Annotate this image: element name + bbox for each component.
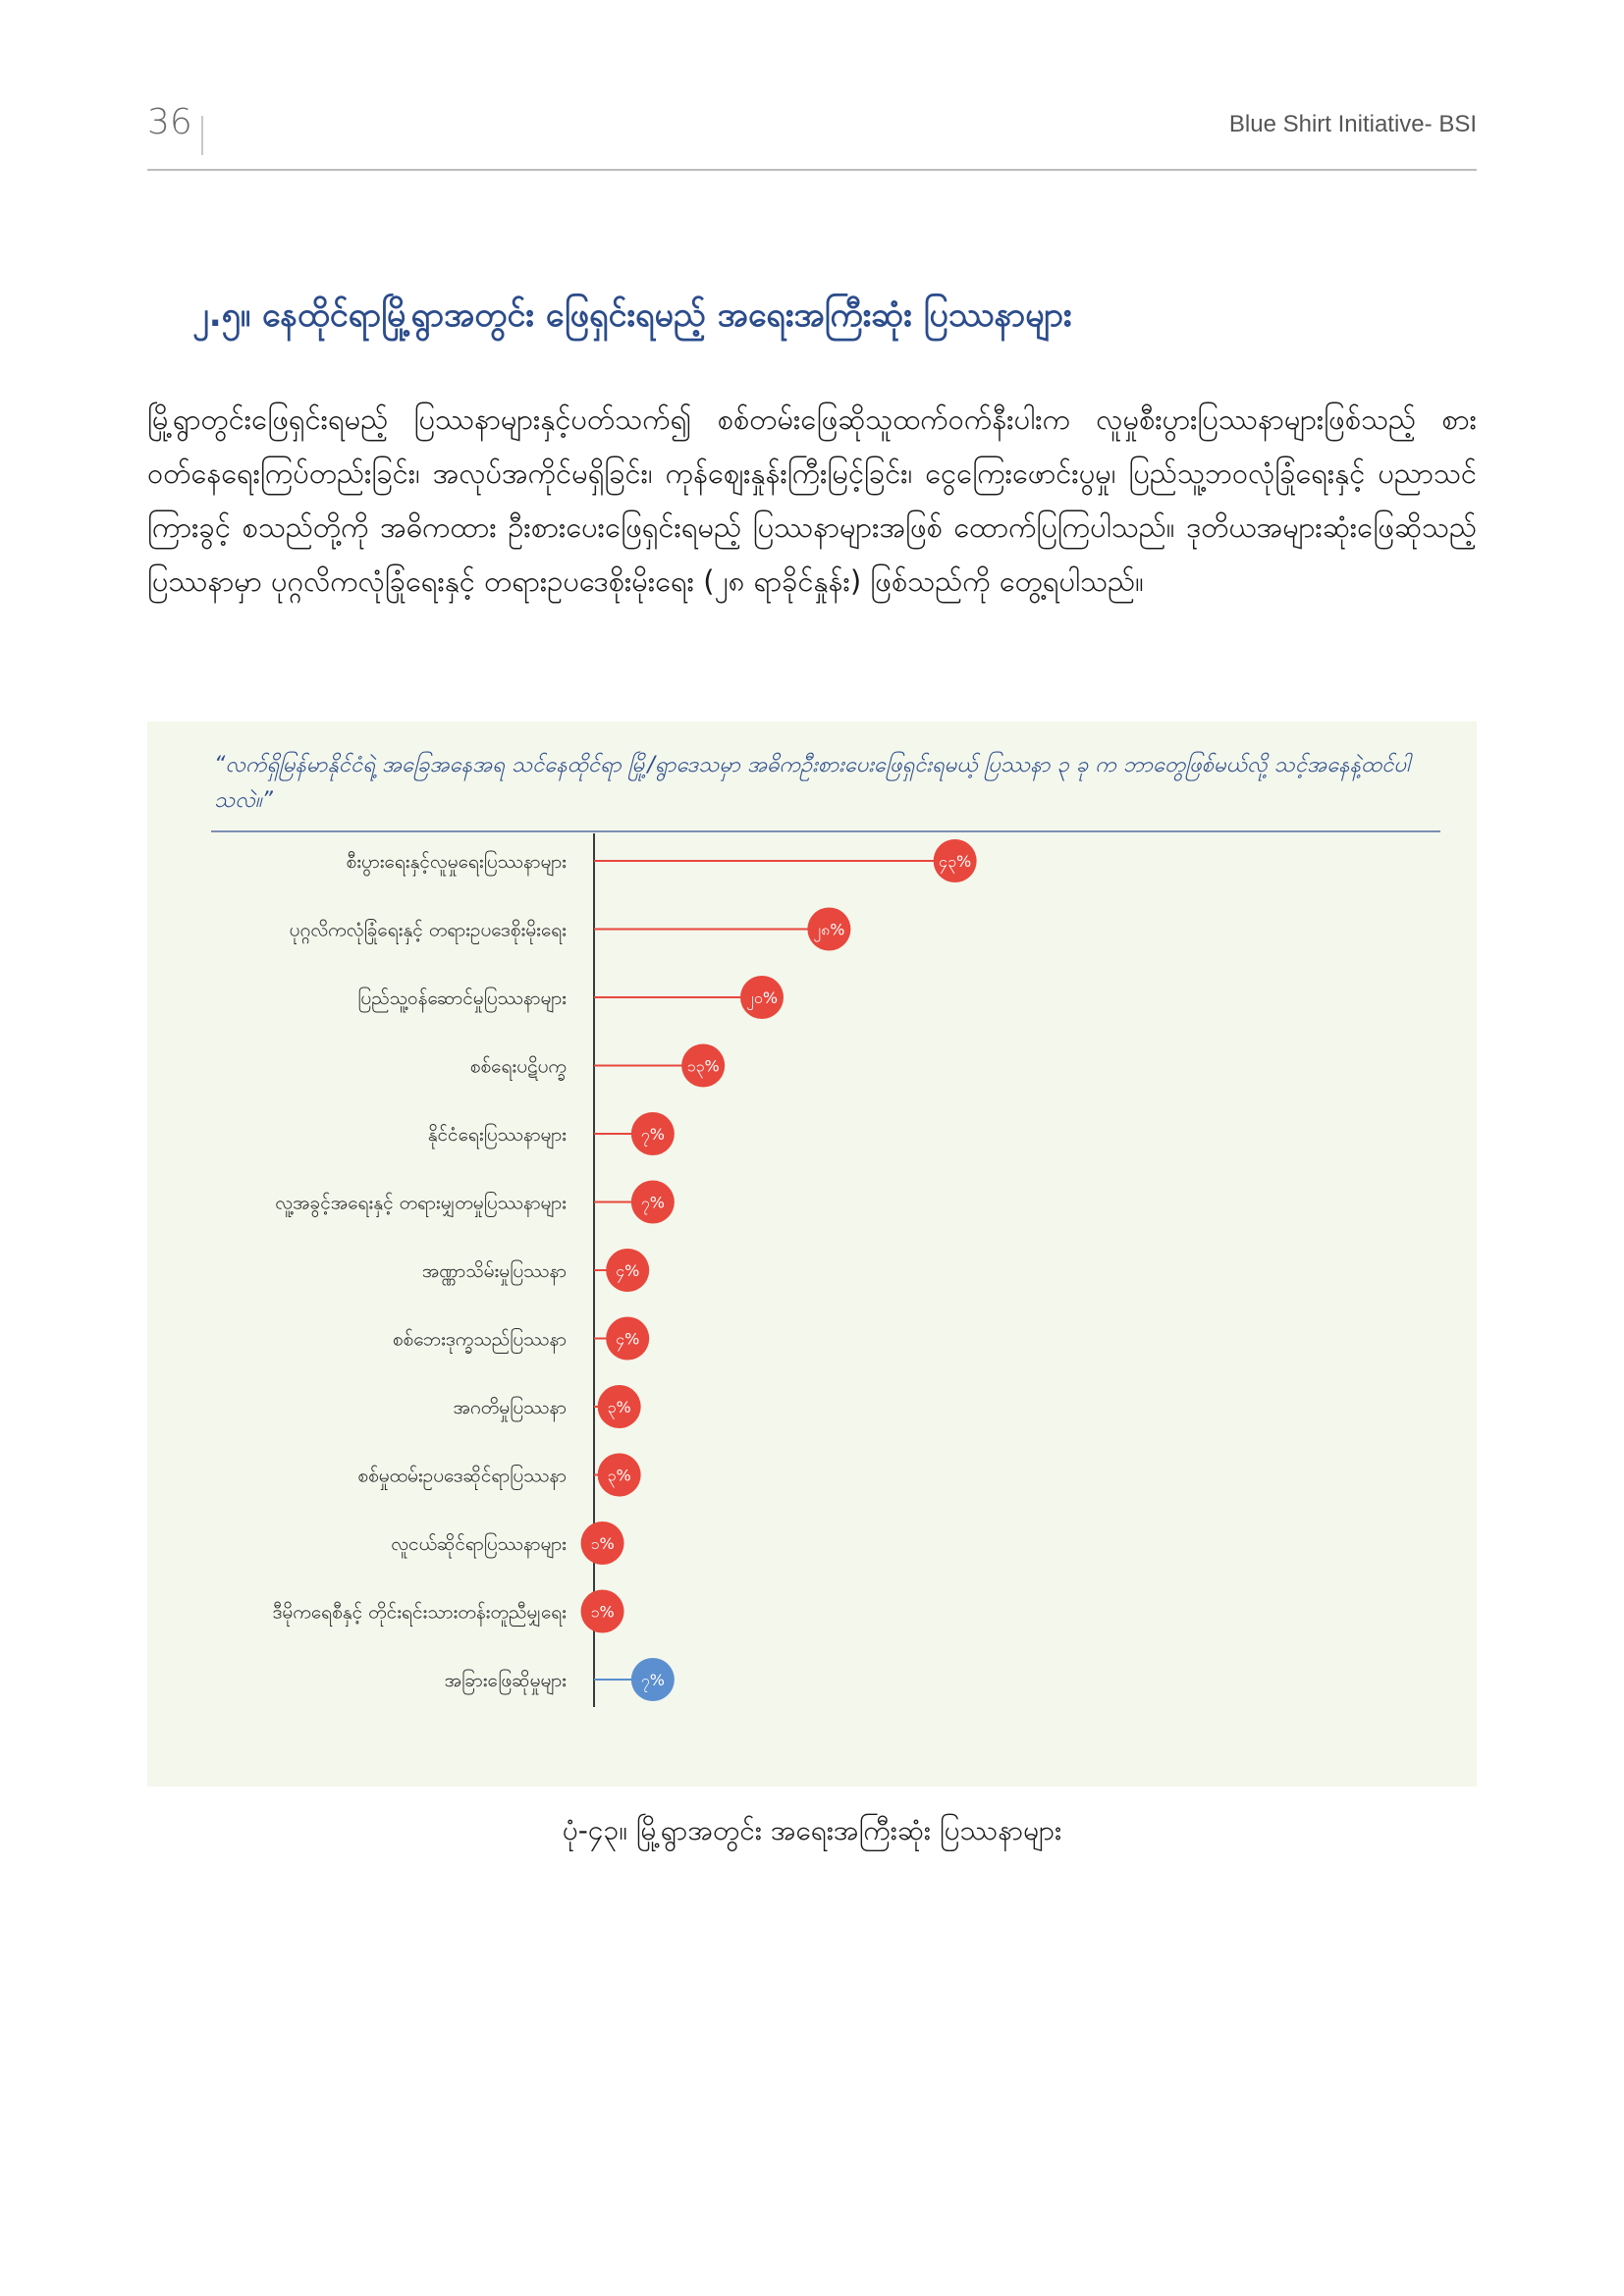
category-label: အဂတိမှုပြဿနာ <box>453 1397 567 1418</box>
page-number-separator <box>201 116 203 155</box>
value-label: ၇% <box>640 1125 665 1144</box>
section-heading: ၂.၅။ နေထိုင်ရာမြို့ရွာအတွင်း ဖြေရှင်းရမည့် အရေးအကြီးဆုံး ပြဿနာများ <box>192 295 1072 335</box>
running-header: Blue Shirt Initiative- BSI <box>1228 111 1477 137</box>
category-label: အဏ္ဏာသိမ်းမှုပြဿနာ <box>421 1260 567 1282</box>
category-label: ပြည်သူ့ဝန်ဆောင်မှုပြဿနာများ <box>357 988 567 1009</box>
value-label: ၁၃% <box>686 1056 720 1076</box>
category-label: စစ်ရေးပဋိပက္ခ <box>469 1055 567 1078</box>
figure-caption: ပုံ-၄၃။ မြို့ရွာအတွင်း အရေးအကြီးဆုံး ပြဿနာများ <box>562 1814 1062 1846</box>
category-label: စစ်ဘေးဒုက္ခသည်ပြဿနာ <box>392 1328 567 1351</box>
category-label: နိုင်ငံရေးပြဿနာများ <box>427 1124 567 1146</box>
category-label: စီးပွားရေးနှင့်လူမှုရေးပြဿနာများ <box>346 851 567 873</box>
category-label: ဒီမိုကရေစီနှင့် တိုင်းရင်းသားတန်းတူညီမျှရေး <box>272 1601 567 1624</box>
value-label: ၄၃% <box>939 852 972 871</box>
category-label: လူ့အခွင့်အရေးနှင့် တရားမျှတမှုပြဿနာများ <box>275 1192 567 1214</box>
value-label: ၇% <box>640 1671 665 1689</box>
value-label: ၂၀% <box>745 988 779 1007</box>
lollipop-chart <box>147 721 1477 1787</box>
value-label: ၁% <box>590 1602 615 1622</box>
value-label: ၃% <box>607 1398 631 1416</box>
body-paragraph: မြို့ရွာတွင်းဖြေရှင်းရမည့် ပြဿနာများနှင့်ပတ်သက်၍ စစ်တမ်းဖြေဆိုသူထက်ဝက်နီးပါးက လူမှုစီးပွားပြဿနာများဖြစ်သည့် စားဝတ်နေရေးကြပ်တည်းခြင်း၊ အလုပ်အကိုင်မရှိခြင်း၊ ကုန်ဈေးနှုန်းကြီးမြင့်ခြင်း၊ ငွေကြေးဖောင်းပွမှု၊ ပြည်သူ့ဘဝလုံခြုံရေးနှင့် ပညာသင်ကြားခွင့် စသည်တို့ကို အဓိကထား ဦးစားပေးဖြေရှင်းရမည့် ပြဿနာများအဖြစ် ထောက်ပြကြပါသည်။ ဒုတိယအများဆုံးဖြေဆိုသည့် ပြဿနာမှာ ပုဂ္ဂလိကလုံခြုံရေးနှင့် တရားဥပဒေစိုးမိုးရေး (၂၈ ရာခိုင်နှုန်း) ဖြစ်သည်ကို တွေ့ရပါသည်။ <box>147 402 1477 598</box>
category-label: လူငယ်ဆိုင်ရာပြဿနာများ <box>391 1533 567 1555</box>
value-label: ၂၈% <box>813 920 845 939</box>
value-label: ၄% <box>616 1261 640 1280</box>
header-rule <box>147 169 1477 171</box>
value-label: ၁% <box>590 1534 615 1553</box>
category-label: အခြားဖြေဆိုမှုများ <box>444 1670 567 1691</box>
category-label: စစ်မှုထမ်းဥပဒေဆိုင်ရာပြဿနာ <box>357 1465 567 1487</box>
page-number: 36 <box>147 102 192 142</box>
category-label: ပုဂ္ဂလိကလုံခြုံရေးနှင့် တရားဥပဒေစိုးမိုးရေး <box>289 919 567 941</box>
value-label: ၄% <box>616 1329 640 1349</box>
chart-title: “လက်ရှိမြန်မာနိုင်ငံရဲ့ အခြေအနေအရ သင်နေထိုင်ရာ မြို့/ရွာဒေသမှာ အဓိကဦးစားပေးဖြေရှင်းရမယ့် ပြဿနာ ၃ ခု က ဘာတွေဖြစ်မယ်လို့ သင့်အနေနဲ့ထင်ပါသလဲ။” <box>214 753 1410 813</box>
value-label: ၃% <box>607 1466 631 1485</box>
value-label: ၇% <box>640 1193 665 1212</box>
